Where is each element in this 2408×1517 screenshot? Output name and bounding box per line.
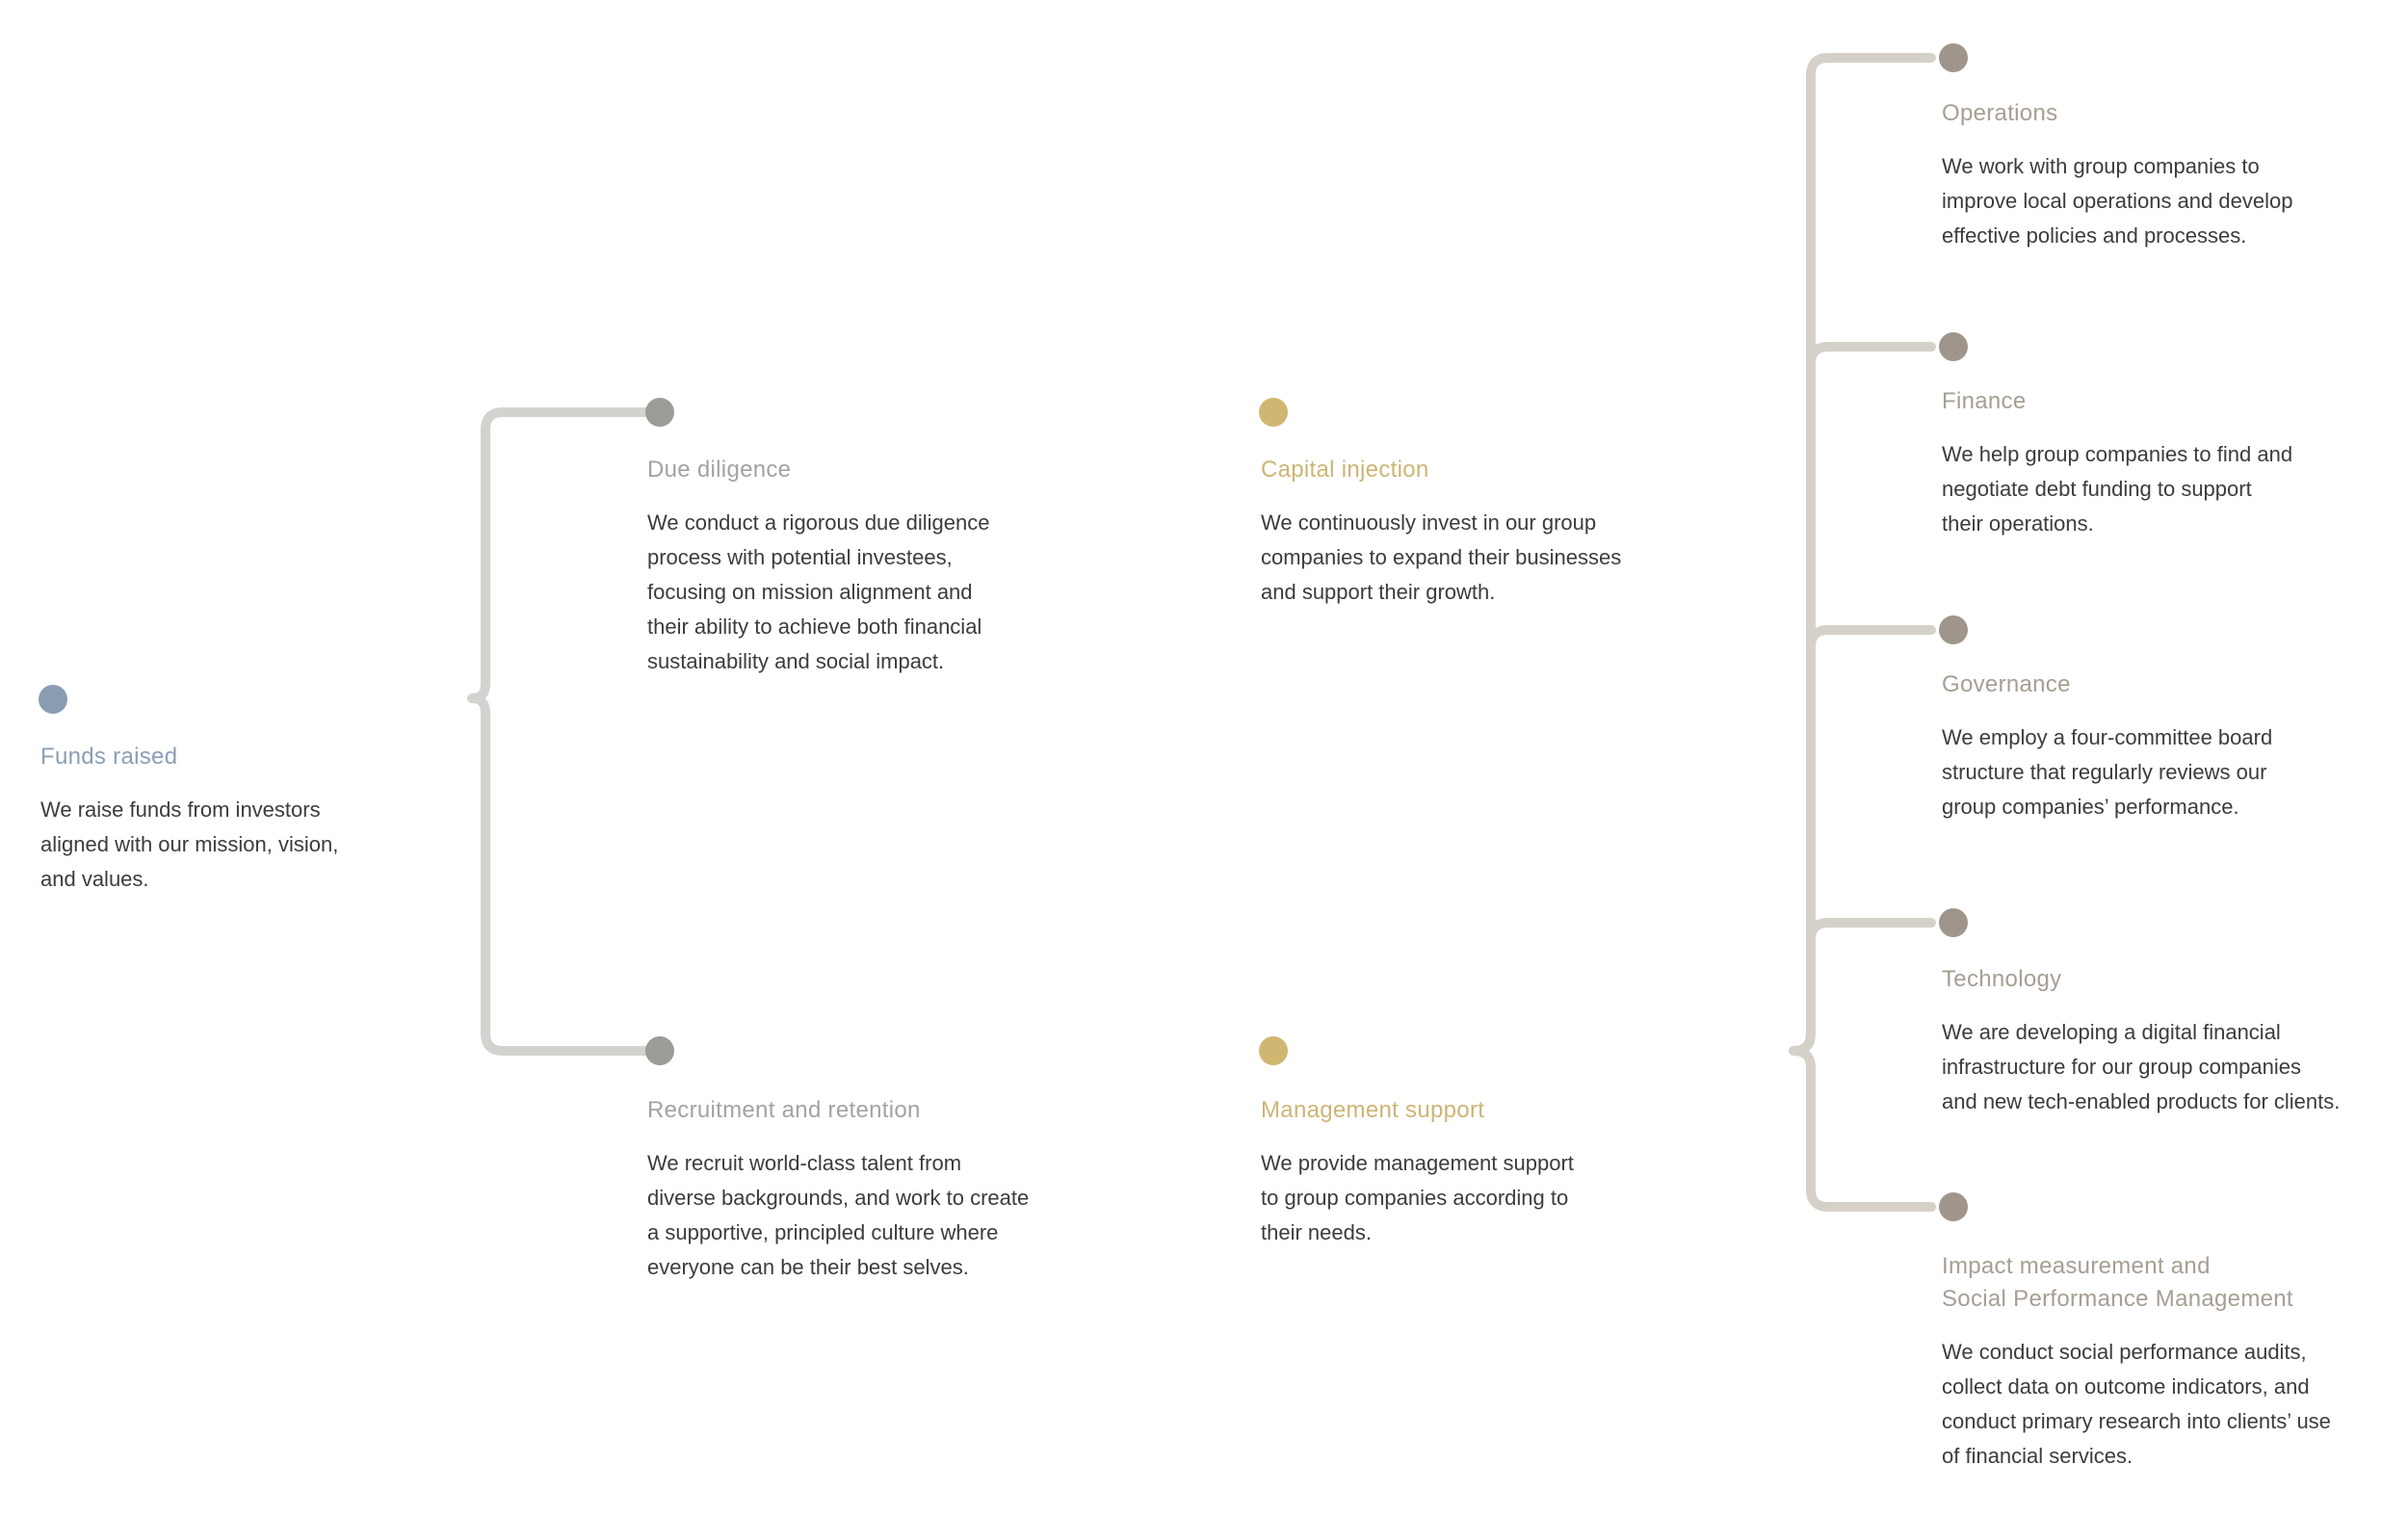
node-dot-governance: [1939, 615, 1968, 644]
node-title-finance: Finance: [1942, 388, 2027, 414]
node-desc-finance: We help group companies to find and negotiate debt funding to support their operations.: [1942, 442, 2293, 536]
node-dot-operations: [1939, 43, 1968, 72]
connector-branch-governance: [1811, 630, 1931, 647]
connector-branch-finance: [1811, 347, 1931, 364]
node-title-management-support: Management support: [1261, 1097, 1485, 1123]
node-title-technology: Technology: [1942, 966, 2062, 992]
node-governance: [1942, 668, 2395, 824]
node-title-recruitment: Recruitment and retention: [647, 1097, 921, 1123]
node-dot-technology: [1939, 908, 1968, 937]
node-desc-management-support: We provide management support to group companies according to their needs.: [1261, 1151, 1574, 1244]
node-desc-capital-injection: We continuously invest in our group companies to expand their businesses and support their growth.: [1261, 510, 1622, 604]
node-dot-finance: [1939, 332, 1968, 361]
node-dot-management-support: [1259, 1036, 1288, 1065]
connector-split-lower: [472, 698, 650, 1051]
connector-tree-trunk: [1793, 58, 1931, 1051]
node-desc-funds-raised: We raise funds from investors aligned with our mission, vision, and values.: [40, 798, 339, 891]
node-desc-operations: We work with group companies to improve local operations and develop effective policies and processes.: [1942, 154, 2293, 248]
node-management-support: [1261, 1094, 1704, 1250]
node-desc-due-diligence: We conduct a rigorous due diligence process with potential investees, focusing on mission alignment and their ability to achieve both financial sustainability and social impact.: [647, 510, 990, 673]
node-dot-recruitment: [645, 1036, 674, 1065]
node-desc-recruitment: We recruit world-class talent from diverse backgrounds, and work to create a supportive, principled culture where everyone can be their best selves.: [647, 1151, 1030, 1279]
connector-branch-technology: [1811, 923, 1931, 940]
node-desc-governance: We employ a four-committee board structure that regularly reviews our group companies’ performance.: [1942, 725, 2273, 819]
node-impact: [1942, 1250, 2404, 1474]
node-dot-funds-raised: [39, 685, 67, 714]
node-technology: [1942, 963, 2404, 1119]
node-finance: [1942, 385, 2395, 541]
node-title-governance: Governance: [1942, 671, 2071, 697]
node-dot-impact: [1939, 1192, 1968, 1221]
node-title-funds-raised: Funds raised: [40, 744, 178, 770]
node-dot-due-diligence: [645, 398, 674, 427]
node-dot-capital-injection: [1259, 398, 1288, 427]
node-title-impact: Impact measurement and Social Performance Management: [1942, 1253, 2293, 1312]
node-title-capital-injection: Capital injection: [1261, 457, 1429, 483]
node-operations: [1942, 97, 2395, 253]
node-funds-raised: [40, 741, 406, 897]
node-title-due-diligence: Due diligence: [647, 457, 792, 483]
node-due-diligence: [647, 454, 1071, 679]
node-recruitment: [647, 1094, 1110, 1285]
node-desc-technology: We are developing a digital financial infrastructure for our group companies and new tech-enabled products for clients.: [1942, 1020, 2341, 1113]
node-capital-injection: [1261, 454, 1704, 610]
connector-tree-bottom: [1793, 1051, 1931, 1207]
node-title-operations: Operations: [1942, 100, 2058, 126]
node-desc-impact: We conduct social performance audits, collect data on outcome indicators, and conduct primary research into clients’ use of financial services.: [1942, 1340, 2331, 1468]
connector-split-upper: [472, 412, 650, 698]
